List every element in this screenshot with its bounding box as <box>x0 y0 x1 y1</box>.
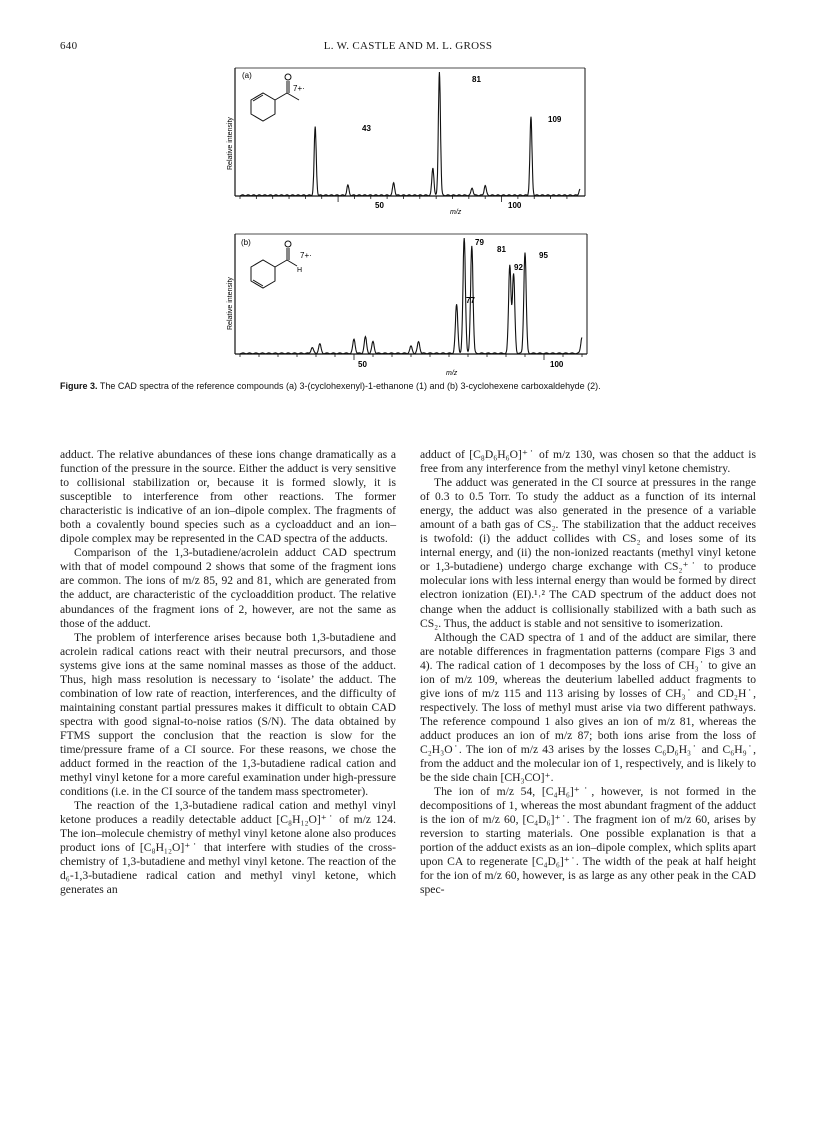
peak-label: 81 <box>472 75 481 84</box>
panel-a-tick-label: 100 <box>508 201 522 210</box>
figure-caption <box>60 381 760 391</box>
aldehyde-h: H <box>297 267 303 274</box>
panel-b-tick-label: 100 <box>550 360 564 369</box>
peak-label: 43 <box>362 124 371 133</box>
figure-3 <box>0 0 816 380</box>
paragraph: The ion of m/z 54, [C₄H₆]⁺˙, however, is not formed in the decompositions of 1, whereas the most abundant fragment of the adduct is the ion of m/z 60, [C₄D₆]⁺˙. The fragment ion of m/z 60, arises by reversion to starting materials. One possible explanation is that a portion of the adduct exists as an ion–dipole complex, which splits apart upon CA to regenerate [C₄D₆]⁺˙. The width of the peak at half height for the ion of m/z 60, however, is as large as any other peak in the CAD spec- <box>420 785 756 897</box>
paragraph: The adduct was generated in the CI source at pressures in the range of 0.3 to 0.5 Torr. To study the adduct as a function of its internal energy, the adduct was also generated in the presence of a variable amount of a bath gas of CS₂. The stabilization that the adduct receives is twofold: (i) the adduct collides with CS₂ and loses some of its internal energy, and (ii) the non-ionized reactants (methyl vinyl ketone or 1,3-butadiene) undergo charge exchange with CS₂⁺˙ to produce molecular ions with less internal energy than would be formed by direct electron ionization (EI).¹˒² The CAD spectrum of the adduct does not change when the adduct is collisionally stabilized with a bath such as CS₂. Thus, the adduct is stable and not sensitive to isomerization. <box>420 476 756 630</box>
paragraph: The reaction of the 1,3-butadiene radical cation and methyl vinyl ketone produces a readily detectable adduct [C₈H₁₂O]⁺˙ of m/z 124. The ion–molecule chemistry of methyl vinyl ketone alone also produces product ions of [C₈H₁₂O]⁺˙ that interfere with studies of the cross-chemistry of 1,3-butadiene and methyl vinyl ketone. The reaction of the d₆-1,3-butadiene radical cation and methyl vinyl ketone, which generates an <box>60 799 396 897</box>
right-column <box>420 448 756 898</box>
left-column <box>60 448 396 898</box>
caption-text: The CAD spectra of the reference compounds (a) 3-(cyclohexenyl)-1-ethanone (1) and (b) 3-cyclohexene carboxaldehyde (2). <box>99 381 601 391</box>
structure-a <box>251 74 299 121</box>
peak-label: 81 <box>497 245 506 254</box>
panel-a-spectrum-trace <box>240 72 580 196</box>
peak-label: 95 <box>539 251 548 260</box>
paragraph: adduct of [C₈D₆H₆O]⁺˙ of m/z 130, was chosen so that the adduct is free from any interference from the methyl vinyl ketone chemistry. <box>420 448 756 476</box>
peak-label: 77 <box>466 296 475 305</box>
structure-b <box>251 241 297 288</box>
panel-b <box>227 234 587 377</box>
paragraph: Although the CAD spectra of 1 and of the adduct are similar, there are notable differences in fragmentation patterns (compare Figs 3 and 4). The radical cation of 1 decomposes by the loss of CH₃˙ to give an ion of m/z 109, whereas the deuterium labelled adduct fragments to give ions of m/z 115 and 113 arising by losses of CH₃˙ and CD₂H˙, respectively. The loss of methyl must arise via two different pathways. The reference compound 1 also gives an ion of m/z 81, whereas the adduct produces an ion of m/z 87; both ions arise from the loss of C₂H₃O˙. The ion of m/z 43 arises by the losses C₆D₆H₃˙ and C₆H₉˙, from the adduct and the molecular ion of 1, respectively, and is likely to be the side chain [CH₃CO]⁺. <box>420 630 756 785</box>
panel-a-tick-label: 50 <box>375 201 384 210</box>
caption-label: Figure 3. <box>60 381 98 391</box>
paragraph: The problem of interference arises because both 1,3-butadiene and acrolein radical cations react with their neutral precursors, and those systems give ions at the same nominal masses as those of the adduct. Thus, high mass resolution is necessary to ‘isolate’ the adduct. The combination of low rate of reaction, interferences, and the difficulty of maintaining constant partial pressures makes it difficult to obtain CAD spectra with good signal-to-noise ratios (S/N). The data obtained by FTMS support the conclusion that the reaction is slow for the time/pressure frame of a CI source. For these reasons, we chose the adduct formed in the reaction of the 1,3-butadiene radical cation and methyl vinyl ketone for a more careful examination under high-pressure conditions (i.e. in the CI source of the tandem mass spectrometer). <box>60 630 396 799</box>
panel-a-ylabel: Relative intensity <box>227 117 234 170</box>
panel-b-tick-label: 50 <box>358 360 367 369</box>
page-number: 640 <box>60 40 78 52</box>
panel-b-ylabel: Relative intensity <box>227 277 234 330</box>
panel-a-label: (a) <box>242 71 252 80</box>
panel-b-label: (b) <box>241 238 251 247</box>
ion-mark-a: 7+· <box>293 84 305 93</box>
panel-b-spectrum-trace <box>240 238 582 354</box>
panel-b-ticks <box>240 354 582 360</box>
paragraph: Comparison of the 1,3-butadiene/acrolein adduct CAD spectrum with that of model compound 2 shows that some of the fragment ions are common. The ions of m/z 85, 92 and 81, which are generated from the adduct, are characteristic of the cycloaddition product. The relative abundances of the fragment ions of 2, however, are not the same as those of the adduct. <box>60 546 396 630</box>
paragraph: adduct. The relative abundances of these ions change dramatically as a function of the pressure in the source. Either the adduct is very sensitive to collisional stabilization or, because it is formed slowly, it is susceptible to interference from other reactions. The former characteristic is indicative of an ion–dipole complex. The fragments of both a covalently bound species such as a cycloadduct and an ion–dipole complex may be represented in the CAD spectra of the adducts. <box>60 448 396 546</box>
panel-a <box>227 68 585 216</box>
running-title: L. W. CASTLE AND M. L. GROSS <box>323 40 493 52</box>
panel-a-xlabel: m/z <box>450 209 462 216</box>
peak-label: 79 <box>475 238 484 247</box>
peak-label: 109 <box>548 115 562 124</box>
ion-mark-b: 7+· <box>300 251 312 260</box>
peak-label: 92 <box>514 263 523 272</box>
panel-b-xlabel: m/z <box>446 370 458 377</box>
